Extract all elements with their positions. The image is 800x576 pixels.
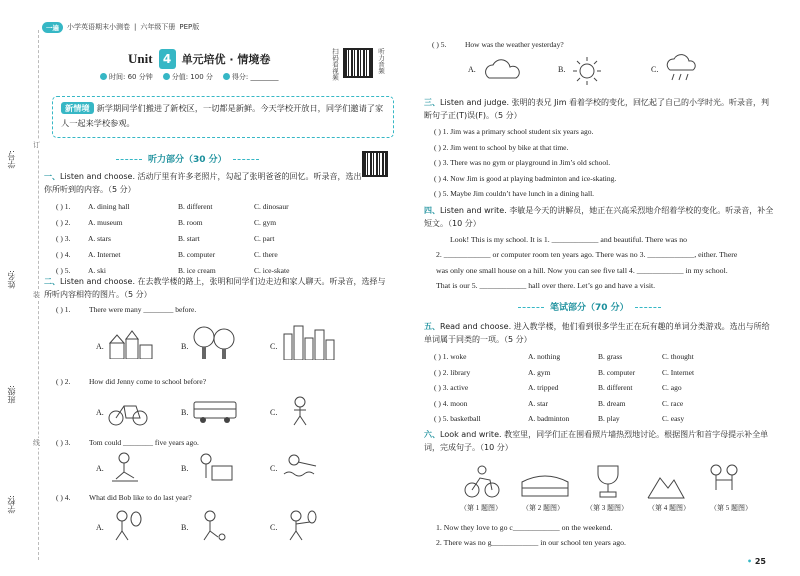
trophy-picture <box>590 462 626 500</box>
series-tag: 一遍 <box>42 22 63 33</box>
score-icon <box>163 73 170 80</box>
option-a-label: A. <box>96 523 104 532</box>
qr-caption: 听力音频 <box>377 48 385 74</box>
unit-name: 单元培优 · 情境卷 <box>181 53 271 66</box>
q2-item: ( ) 2. How did Jenny come to school before? <box>56 377 207 386</box>
binding-mark: 装 <box>33 291 40 299</box>
q3-title: 三、Listen and judge. 张明的表兄 Jim 看着学校的变化，回忆起了自己的小学时光。听录音，判断句子正(T)误(F)。（5 分） <box>424 98 770 120</box>
rainy-picture[interactable] <box>664 54 698 86</box>
full-score-label: 分值: 100 分 <box>171 73 213 81</box>
option-c-label: C. <box>270 464 278 473</box>
option-b-label: B. <box>181 342 189 351</box>
option-c-label: C. <box>270 342 278 351</box>
id-field-label: 学号: <box>7 150 16 169</box>
option-b-label: B. <box>558 65 566 74</box>
q1-row: ( ) 4. A. Internet B. computer C. there <box>56 250 278 259</box>
q3-row: ( ) 3. There was no gym or playground in Jim’s old school. <box>434 158 611 167</box>
q3-row: ( ) 4. Now Jim is good at playing badminton and ice-skating. <box>434 173 617 183</box>
option-a-label: A. <box>96 408 104 417</box>
option-c-label: C. <box>270 523 278 532</box>
mountain-picture <box>646 470 686 500</box>
option-c-label: C. <box>270 408 278 417</box>
option-b-label: B. <box>181 523 189 532</box>
unit-number: 4 <box>159 49 176 69</box>
cloudy-picture[interactable] <box>481 56 525 84</box>
q2-item: ( ) 3. Tom could ________ five years ago. <box>56 438 199 447</box>
q5-row: ( ) 4. moon A. star B. dream C. race <box>434 398 684 408</box>
bike-picture[interactable] <box>108 398 148 426</box>
unit-label: Unit <box>128 51 153 66</box>
option-b-label: B. <box>181 464 189 473</box>
q5-title: 五、Read and choose. 进入教学楼，他们看到很多学生正在玩有趣的单词分类游戏。选出与所给单词属于同类的一项。（5 分） <box>424 322 770 344</box>
bus-picture[interactable] <box>192 400 238 424</box>
listening-section-title: 听力部分（30 分） <box>110 152 265 165</box>
q1-row: ( ) 1. A. dining hall B. different C. dinosaur <box>56 202 289 211</box>
writing-section-title: 笔试部分（70 分） <box>512 300 667 313</box>
time-label: 时间: 60 分钟 <box>109 73 153 81</box>
q1-row: ( ) 5. A. ski B. ice cream C. ice-skate <box>56 266 290 275</box>
walking-picture[interactable] <box>282 396 318 426</box>
tennis-picture[interactable] <box>108 509 144 541</box>
q6-sentences: 1. Now they love to go c____________ on the weekend. 2. There was no g____________ in our school ten years ago. <box>436 523 626 548</box>
score-label: 得分: ________ <box>231 73 279 81</box>
swimming-picture[interactable] <box>282 452 322 482</box>
q1-row: ( ) 3. A. stars B. start C. part <box>56 234 275 243</box>
badminton-picture[interactable] <box>282 509 322 541</box>
exam-meta <box>100 72 278 82</box>
q3-row: ( ) 2. Jim went to school by bike at that time. <box>434 142 569 152</box>
city-picture[interactable] <box>282 324 336 360</box>
q6-captions: （第 1 题图） （第 2 题图） （第 3 题图） （第 4 题图） （第 5 题图） <box>460 504 752 512</box>
q4-passage: Look! This is my school. It is 1. ____________ and beautiful. There was no 2. ____________ or computer room ten years ago. There was no 3. ____________, either. There was only one small house on a hill. Now you can see five tall 4. ____________ in my school. That is our 5. ____________ hall over there. Let’s go and have a visit. <box>436 235 738 290</box>
q2-item: ( ) 5. How was the weather yesterday? <box>432 40 564 49</box>
edition-label: PEP版 <box>179 23 200 31</box>
qr-code-audio[interactable] <box>362 151 388 177</box>
binding-mark: 线 <box>33 439 40 447</box>
option-b-label: B. <box>181 408 189 417</box>
q1-title: 一、Listen and choose. 活动厅里有许多老照片，勾起了张明爸爸的回忆。听录音，选出你所听到的内容。（5 分） <box>44 172 362 194</box>
q5-row: ( ) 3. active A. tripped B. different C. ago <box>434 383 682 392</box>
kids-picture <box>704 462 744 500</box>
option-a-label: A. <box>96 464 104 473</box>
drawing-picture[interactable] <box>192 452 234 482</box>
binding-mark: 订 <box>33 141 40 149</box>
q3-row: ( ) 5. Maybe Jim couldn’t have lunch in a dining hall. <box>434 189 595 198</box>
cycling-picture <box>462 464 502 500</box>
series-header: 一遍 小学英语期末小测卷 | 六年级下册 PEP版 <box>42 20 199 34</box>
page-number: • 25 <box>747 557 766 566</box>
scene-text: 新学期同学们搬进了新校区，一切都是新鲜。今天学校开放日，同学们邀请了家人一起来学校参观。 <box>61 103 384 128</box>
grade-label: 六年级下册 <box>140 23 176 31</box>
q2-title: 二、Listen and choose. 在去教学楼的路上，张明和同学们边走边和家人聊天。听录音，选择与所听内容相符的图片。（5 分） <box>44 277 386 299</box>
series-name: 小学英语期末小测卷 <box>67 23 130 31</box>
binding-margin <box>0 0 42 576</box>
q5-row: ( ) 1. woke A. nothing B. grass C. thought <box>434 352 694 361</box>
q2-item: ( ) 1. There were many ________ before. <box>56 305 197 314</box>
football-picture[interactable] <box>196 509 228 541</box>
trees-picture[interactable] <box>192 325 238 359</box>
class-field-label: 班级: <box>7 385 16 404</box>
q2-item: ( ) 4. What did Bob like to do last year? <box>56 493 192 502</box>
pen-icon <box>223 73 230 80</box>
skating-picture[interactable] <box>108 452 144 482</box>
q5-row: ( ) 5. basketball A. badminton B. play C. easy <box>434 414 685 423</box>
option-c-label: C. <box>651 65 659 74</box>
clock-icon <box>100 73 107 80</box>
q3-row: ( ) 1. Jim was a primary school student six years ago. <box>434 127 594 136</box>
q4-title: 四、Listen and write. 李敏是今天的讲解员，她正在兴高采烈地介绍着学校的变化。听录音，补全短文。（10 分） <box>424 206 774 228</box>
q5-row: ( ) 2. library A. gym B. computer C. Internet <box>434 367 695 377</box>
buildings-picture[interactable] <box>108 325 154 359</box>
q1-row: ( ) 2. A. museum B. room C. gym <box>56 218 277 227</box>
scene-badge: 新情境 <box>61 102 94 114</box>
option-a-label: A. <box>468 65 476 74</box>
scene-box <box>52 96 394 138</box>
qr-code[interactable] <box>343 48 373 78</box>
option-a-label: A. <box>96 342 104 351</box>
school-field-label: 学校: <box>7 495 16 514</box>
q6-title: 六、Look and write. 教室里，同学们正在围看照片墙热烈地讨论。根据图片和首字母提示补全单词，完成句子。（10 分） <box>424 430 769 452</box>
qr-caption: 扫码看视频 <box>331 48 339 81</box>
unit-title <box>128 49 270 69</box>
sunny-picture[interactable] <box>572 56 602 86</box>
gym-picture <box>520 470 570 498</box>
name-field-label: 姓名: <box>7 270 16 289</box>
